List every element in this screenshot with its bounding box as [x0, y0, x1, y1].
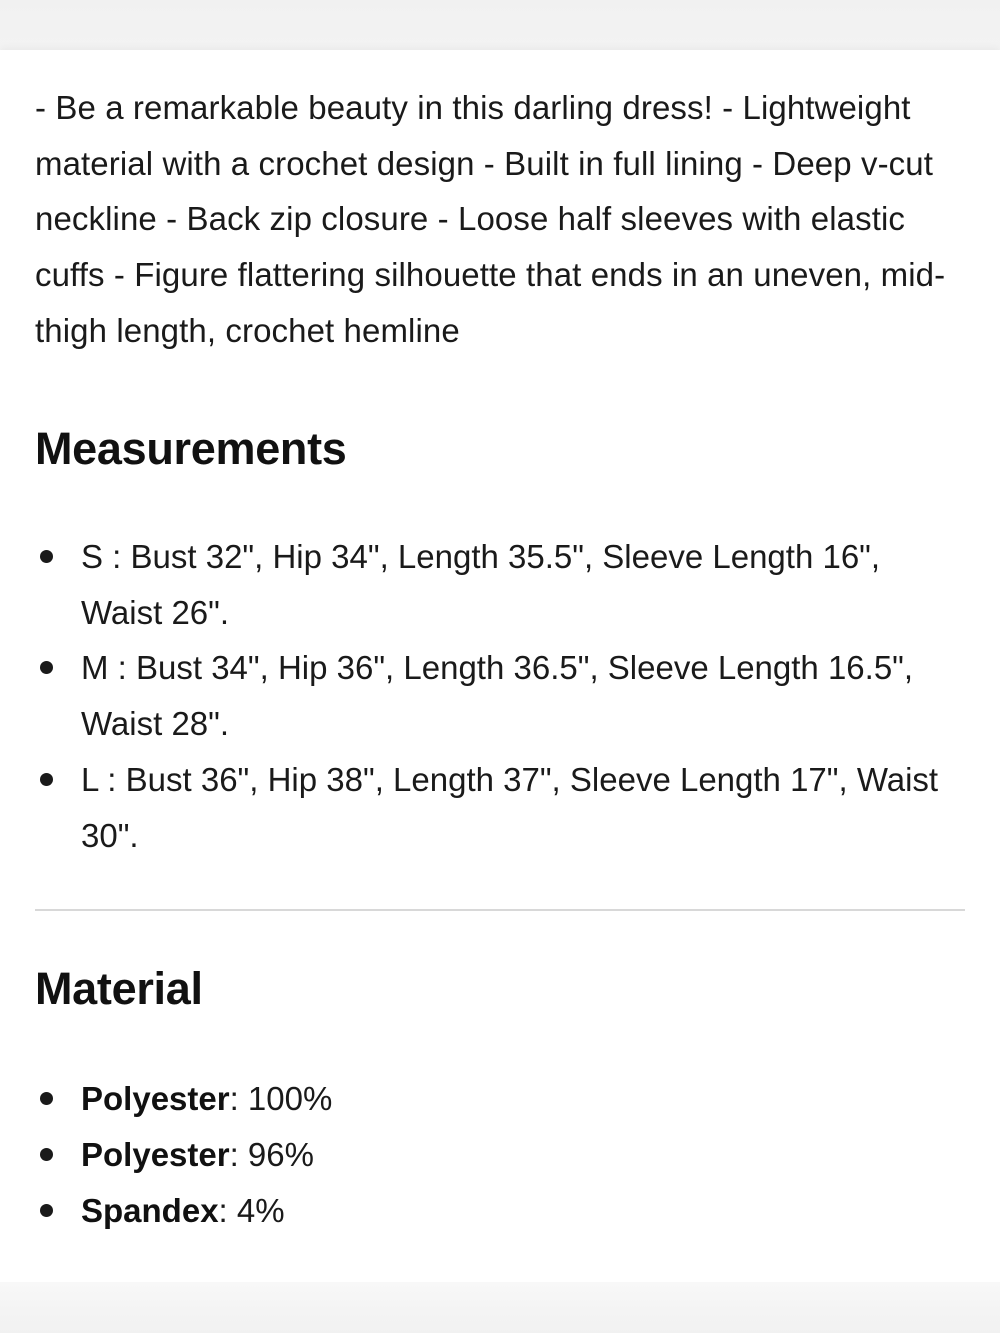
- bullet-icon: [40, 661, 53, 674]
- bullet-icon: [40, 1204, 53, 1217]
- measurement-text-s: S : Bust 32", Hip 34", Length 35.5", Sleeve Length 16", Waist 26".: [81, 538, 881, 631]
- bullet-icon: [40, 550, 53, 563]
- list-item: [0, 1127, 1000, 1183]
- measurements-heading: Measurements: [35, 423, 347, 474]
- section-divider: [35, 909, 965, 911]
- material-percent: : 4%: [218, 1191, 285, 1229]
- material-list: [0, 1071, 1000, 1238]
- list-item: [0, 529, 1000, 640]
- material-heading: Material: [35, 963, 203, 1014]
- list-item: [0, 752, 1000, 863]
- top-bar: [0, 0, 1000, 50]
- bullet-icon: [40, 1148, 53, 1161]
- bullet-icon: [40, 773, 53, 786]
- material-percent: : 96%: [229, 1135, 314, 1173]
- bottom-bar: [0, 1282, 1000, 1333]
- material-percent: : 100%: [229, 1080, 333, 1117]
- list-item: [0, 1071, 1000, 1127]
- bullet-icon: [40, 1092, 53, 1105]
- product-description: - Be a remarkable beauty in this darling dress! - Lightweight material with a crochet design - Built in full lining - Deep v-cut neckline - Back zip closure - Loose half sleeves with elastic cuffs - Figure flattering silhouette that ends in an uneven, mid-thigh length, crochet hemline: [35, 89, 946, 349]
- list-item: [0, 640, 1000, 751]
- list-item: [0, 1183, 1000, 1239]
- material-name: Spandex: [81, 1191, 219, 1229]
- material-name: Polyester: [81, 1135, 230, 1173]
- measurement-text-l: L : Bust 36", Hip 38", Length 37", Sleeve Length 17", Waist 30".: [81, 760, 939, 854]
- measurements-list: [0, 529, 1000, 863]
- measurement-text-m: M : Bust 34", Hip 36", Length 36.5", Sleeve Length 16.5", Waist 28".: [81, 649, 914, 743]
- material-name: Polyester: [81, 1080, 230, 1117]
